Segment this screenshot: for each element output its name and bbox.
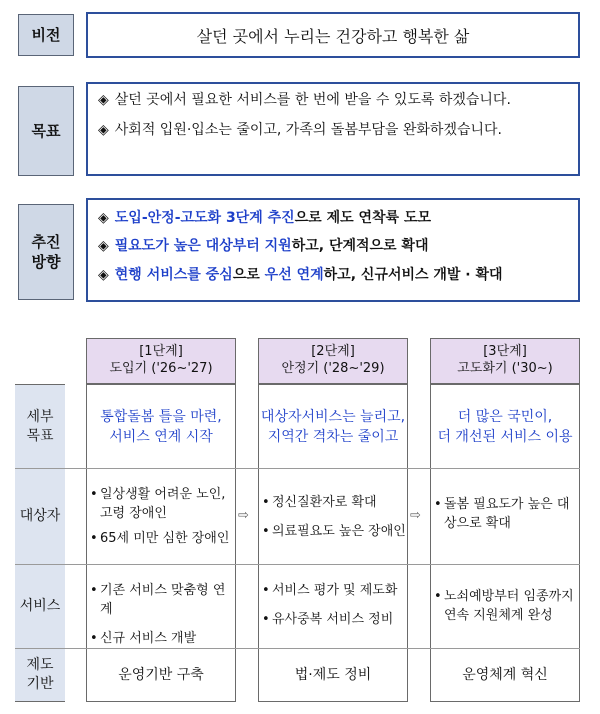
detail-goal-line: 더 개선된 서비스 이용 xyxy=(437,429,573,445)
target-cell-1 xyxy=(90,486,234,549)
direction-label-line1: 추진 xyxy=(31,232,61,251)
bullet-dot-icon: • xyxy=(262,583,270,598)
row-divider xyxy=(15,468,580,469)
detail-goal-2 xyxy=(259,388,407,466)
diamond-bullet-icon: ◈ xyxy=(98,122,109,139)
target-cell-2 xyxy=(262,494,406,542)
list-item xyxy=(262,494,406,513)
diamond-bullet-icon: ◈ xyxy=(98,210,109,226)
detail-goal-line: 통합돌봄 틀을 마련, xyxy=(100,408,222,425)
direction-label xyxy=(18,204,74,300)
target-text: 65세 미만 심한 장애인 xyxy=(100,530,230,546)
bullet-dot-icon: • xyxy=(434,497,442,512)
goals-box xyxy=(86,82,580,176)
detail-goal-line: 대상자서비스는 늘리고, xyxy=(260,408,406,425)
stage-step: [3단계] xyxy=(483,344,527,360)
detail-goal-1 xyxy=(87,388,235,466)
detail-goal-line: 서비스 연계 시작 xyxy=(109,429,213,445)
detail-goal-line: 지역간 격차는 줄이고 xyxy=(267,429,399,445)
direction-box xyxy=(86,198,580,302)
row-label-goal-line2: 목표 xyxy=(26,428,54,444)
direction-text: 으로 xyxy=(232,266,265,283)
service-text: 신규 서비스 개발 xyxy=(100,630,197,646)
service-text: 유사중복 서비스 정비 xyxy=(272,611,394,627)
direction-highlight: 필요도가 높은 대상부터 지원 xyxy=(114,238,292,255)
service-text: 서비스 평가 및 제도화 xyxy=(272,583,398,598)
row-label-system-line1: 제도 xyxy=(26,657,54,674)
service-cell-2 xyxy=(262,582,406,630)
stage-header-2 xyxy=(258,338,408,384)
direction-item xyxy=(98,236,572,256)
system-cell-2: 법·제도 정비 xyxy=(294,666,372,683)
list-item xyxy=(90,486,234,524)
bullet-dot-icon: • xyxy=(90,487,98,502)
row-label-goal-line1: 세부 xyxy=(26,409,54,426)
direction-item xyxy=(98,208,572,228)
goal-item xyxy=(98,120,572,140)
system-cell-3: 운영체계 혁신 xyxy=(462,666,548,683)
target-text: 의료필요도 높은 장애인 xyxy=(272,523,406,539)
row-divider xyxy=(15,564,580,565)
stage-header-3 xyxy=(430,338,580,384)
target-text: 돌봄 필요도가 높은 대상으로 확대 xyxy=(444,497,570,531)
vision-text: 살던 곳에서 누리는 건강하고 행복한 삶 xyxy=(196,26,470,46)
bullet-dot-icon: • xyxy=(90,630,98,646)
goal-text: 사회적 입원·입소는 줄이고, 가족의 돌봄부담을 완화하겠습니다. xyxy=(114,122,503,139)
target-cell-3 xyxy=(434,496,578,534)
arrow-right-icon: ⇨ xyxy=(238,508,249,523)
stage-name: 안정기 ('28~'29) xyxy=(281,361,385,376)
row-label-target: 대상자 xyxy=(15,470,65,562)
row-label-service: 서비스 xyxy=(15,566,65,646)
row-label-goal xyxy=(15,388,65,466)
target-text: 정신질환자로 확대 xyxy=(272,495,377,510)
list-item xyxy=(90,630,234,649)
direction-highlight: 현행 서비스를 중심 xyxy=(114,266,233,283)
target-text: 일상생활 어려운 노인, 고령 장애인 xyxy=(100,487,226,521)
system-cell-1: 운영기반 구축 xyxy=(118,666,204,683)
vision-label: 비전 xyxy=(18,14,74,56)
bullet-dot-icon: • xyxy=(262,523,270,539)
detail-goal-3 xyxy=(431,388,579,466)
arrow-right-icon: ⇨ xyxy=(410,508,421,523)
list-item xyxy=(262,611,406,630)
stage-header-1 xyxy=(86,338,236,384)
list-item xyxy=(90,582,234,620)
goal-text: 살던 곳에서 필요한 서비스를 한 번에 받을 수 있도록 하겠습니다. xyxy=(114,92,511,108)
direction-label-line2: 방향 xyxy=(31,253,61,271)
list-item xyxy=(434,588,578,626)
row-label-system-line2: 기반 xyxy=(26,676,54,692)
stage-step: [2단계] xyxy=(311,344,355,360)
direction-highlight: 도입-안정-고도화 3단계 추진 xyxy=(114,210,295,226)
goals-label: 목표 xyxy=(18,86,74,176)
bullet-dot-icon: • xyxy=(90,583,98,598)
stage-name: 도입기 ('26~'27) xyxy=(109,361,213,376)
service-cell-1 xyxy=(90,582,234,649)
vision-box xyxy=(86,12,580,58)
list-item xyxy=(90,530,234,549)
bullet-dot-icon: • xyxy=(262,495,270,510)
list-item xyxy=(262,582,406,601)
diamond-bullet-icon: ◈ xyxy=(98,266,109,283)
diamond-bullet-icon: ◈ xyxy=(98,92,109,108)
list-item xyxy=(434,496,578,534)
direction-text: 하고, 단계적으로 확대 xyxy=(291,238,429,255)
direction-text: 으로 제도 연착륙 도모 xyxy=(294,210,431,226)
stage-step: [1단계] xyxy=(139,344,183,360)
direction-text: 하고, 신규서비스 개발 · 확대 xyxy=(323,266,503,283)
stage-name: 고도화기 ('30~) xyxy=(457,361,553,376)
service-text: 기존 서비스 맞춤형 연계 xyxy=(100,583,226,617)
diamond-bullet-icon: ◈ xyxy=(98,238,109,255)
bullet-dot-icon: • xyxy=(90,530,98,546)
row-label-system xyxy=(15,650,65,700)
bullet-dot-icon: • xyxy=(262,611,270,627)
detail-goal-line: 더 많은 국민이, xyxy=(457,408,553,425)
list-item xyxy=(262,523,406,542)
direction-item xyxy=(98,265,572,285)
service-text: 노쇠예방부터 임종까지 연속 지원체계 완성 xyxy=(444,589,574,623)
service-cell-3 xyxy=(434,588,578,626)
goal-item xyxy=(98,90,572,110)
direction-highlight: 우선 연계 xyxy=(264,266,324,283)
bullet-dot-icon: • xyxy=(434,589,442,604)
